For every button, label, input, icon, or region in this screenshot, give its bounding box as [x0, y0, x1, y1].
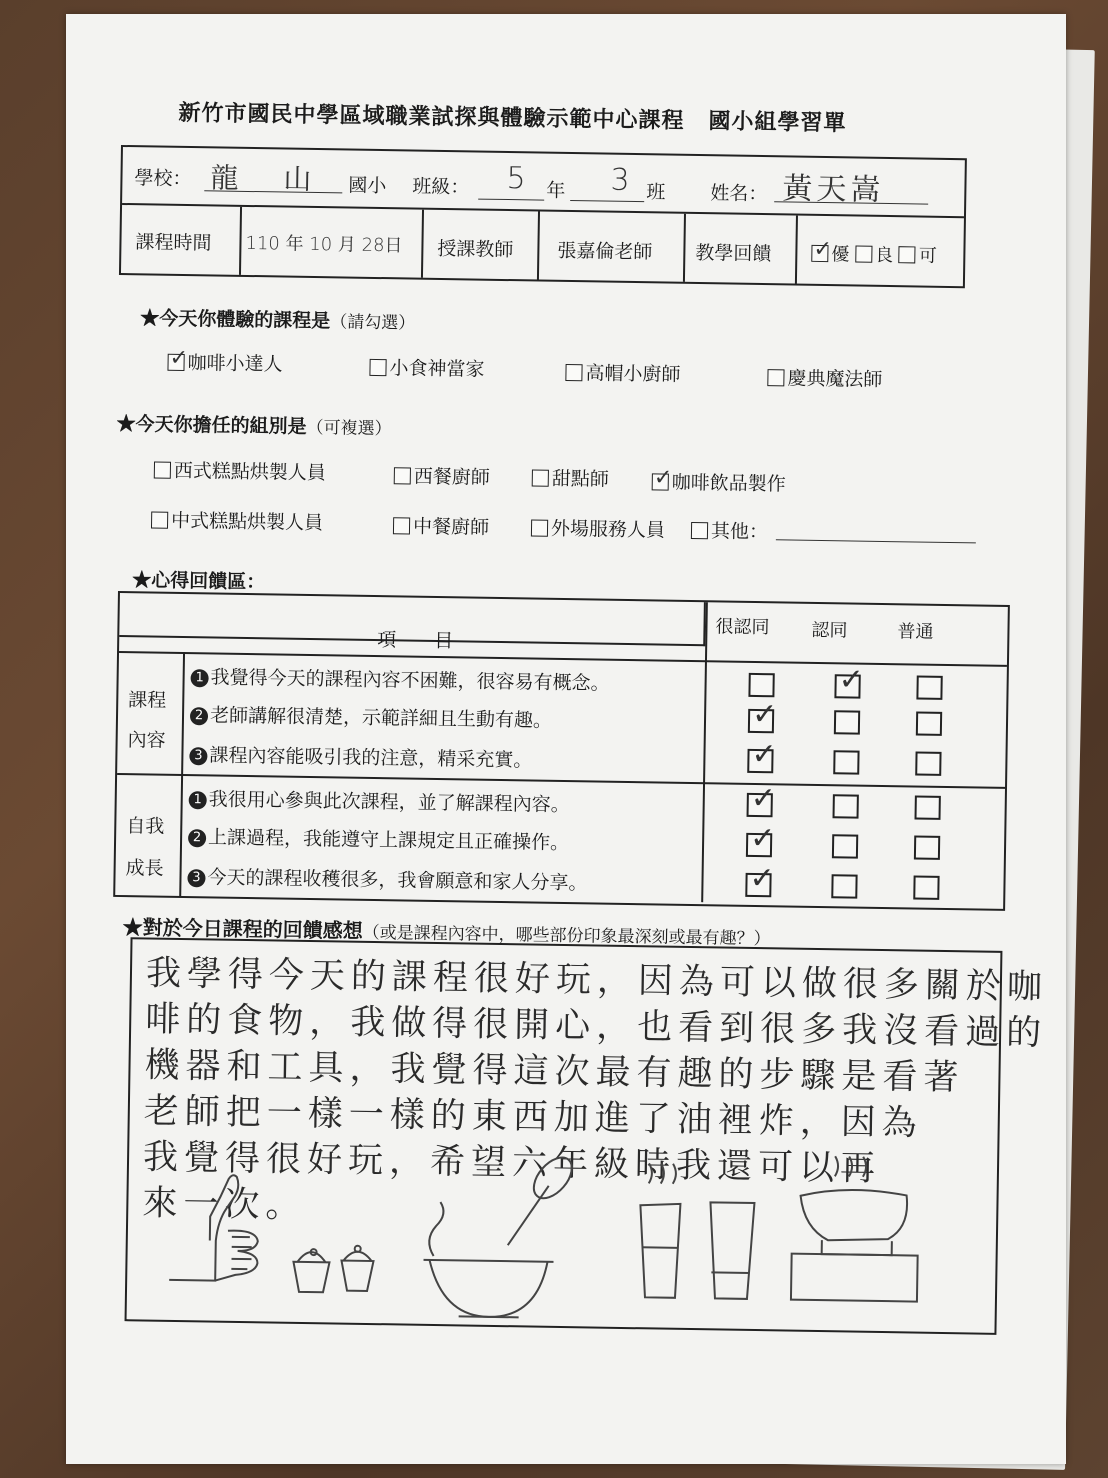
group-option-western-chef[interactable]: 西餐廚師 — [394, 461, 490, 490]
rating-checkbox[interactable] — [834, 674, 860, 698]
name-value[interactable]: 黃天嵩 — [782, 171, 885, 208]
rating-checkbox[interactable] — [747, 793, 773, 817]
checkbox[interactable] — [369, 359, 386, 376]
rating-checkbox[interactable] — [914, 835, 940, 859]
header-row-course — [121, 205, 964, 286]
rating-checkbox[interactable] — [748, 709, 774, 733]
checkbox[interactable] — [652, 473, 669, 490]
scale-neutral: 普通 — [897, 621, 934, 643]
school-value[interactable]: 龍 山 — [210, 161, 330, 197]
reflection-section-title: ★心得回饋區： — [131, 569, 266, 594]
feedback-fair-checkbox[interactable] — [899, 246, 916, 263]
rating-item: 2 上課過程，我能遵守上課規定且正確操作。 — [188, 822, 569, 855]
group-option-service[interactable]: 外場服務人員 — [531, 513, 665, 542]
teaching-feedback-options — [811, 240, 937, 268]
name-label: 姓名： — [710, 182, 768, 206]
checkbox[interactable] — [691, 522, 708, 539]
handwritten-line: 來一次。 — [142, 1183, 307, 1226]
group-option-coffee-drinks[interactable]: ✓ 咖啡飲品製作 — [652, 467, 786, 496]
title-main: 新竹市國民中學區域職業試探與體驗示範中心課程 — [178, 99, 685, 134]
group-self-growth-bottom: 成長 — [125, 857, 164, 880]
feedback-fair-label: 可 — [918, 245, 937, 267]
feedback-good-checkbox[interactable] — [855, 246, 872, 263]
course-option-magician[interactable]: 慶典魔法師 — [767, 363, 882, 392]
class-value[interactable]: 3 — [610, 162, 630, 198]
rating-item: 3 課程內容能吸引我的注意，精采充實。 — [189, 740, 532, 772]
feedback-section-title: ★對於今日課程的回饋感想（或是課程內容中，哪些部份印象最深刻或最有趣？） — [122, 915, 771, 950]
feedback-label: 教學回饋 — [695, 241, 772, 266]
course-option-chef[interactable]: 小食神當家 — [369, 353, 484, 382]
course-option-coffee[interactable]: ✓咖啡小達人 — [167, 348, 282, 377]
checkbox[interactable] — [531, 519, 548, 536]
school-label: 學校： — [134, 167, 192, 191]
star-icon: ★ — [116, 412, 136, 436]
teacher-label: 授課教師 — [437, 237, 514, 262]
rating-checkbox[interactable] — [832, 834, 858, 858]
checkbox[interactable] — [393, 517, 410, 534]
group-section-title: ★今天你擔任的組別是（可複選） — [116, 412, 392, 440]
header-table — [119, 145, 967, 288]
star-icon: ★ — [122, 915, 143, 940]
group-course-content-top: 課程 — [128, 689, 167, 712]
rating-table — [113, 591, 1010, 911]
item-header: 項 目 — [377, 629, 454, 653]
handwritten-line: 啡的食物，我做得很開心，也看到很多我沒看過的 — [144, 999, 1048, 1054]
school-suffix: 國小 — [348, 174, 387, 198]
group-course-content-bottom: 內容 — [127, 729, 166, 752]
rating-checkbox[interactable] — [831, 874, 857, 898]
rating-checkbox[interactable] — [913, 875, 939, 899]
course-section-title: ★今天你體驗的課程是（請勾選） — [140, 307, 416, 334]
scale-agree: 認同 — [811, 619, 848, 642]
feedback-excellent-checkbox[interactable] — [811, 245, 828, 262]
time-label: 課程時間 — [135, 231, 212, 255]
drink-cups-icon — [639, 1163, 755, 1299]
teacher-value: 張嘉倫老師 — [557, 239, 653, 264]
scale-strongly-agree: 很認同 — [715, 616, 770, 639]
handwritten-line: 我學得今天的課程很好玩，因為可以做很多關於咖 — [145, 953, 1049, 1008]
other-input[interactable] — [776, 539, 976, 543]
group-self-growth-top: 自我 — [126, 815, 165, 838]
class-suffix: 班 — [646, 181, 666, 204]
checkbox[interactable] — [167, 354, 184, 371]
rating-item: 2 老師講解很清楚，示範詳細且生動有趣。 — [190, 700, 552, 733]
rating-checkbox[interactable] — [916, 676, 942, 700]
rating-item: 3 今天的課程收穫很多，我會願意和家人分享。 — [187, 862, 587, 895]
group-option-other[interactable]: 其他： — [691, 516, 976, 547]
checkbox[interactable] — [151, 511, 168, 528]
time-value[interactable]: 110 年 10 月 28日 — [245, 232, 403, 257]
rating-checkbox[interactable] — [833, 750, 859, 774]
star-icon: ★ — [140, 307, 160, 330]
rating-checkbox[interactable] — [915, 752, 941, 776]
rating-checkbox[interactable] — [916, 712, 942, 736]
doodles — [127, 939, 1001, 1333]
star-icon: ★ — [131, 569, 152, 592]
worksheet-paper — [66, 14, 1066, 1464]
handwritten-line: 我覺得很好玩，希望六年級時我還可以再 — [142, 1137, 882, 1190]
thumbs-up-icon — [169, 1174, 259, 1281]
checkbox[interactable] — [767, 369, 784, 386]
rating-checkbox[interactable] — [748, 673, 774, 697]
class-label: 班級： — [412, 175, 470, 199]
grade-suffix: 年 — [546, 179, 566, 202]
rating-checkbox[interactable] — [834, 710, 860, 734]
rating-checkbox[interactable] — [745, 873, 771, 897]
fryer-pot-icon — [791, 1156, 919, 1302]
checkbox[interactable] — [154, 462, 171, 479]
group-option-dessert[interactable]: 甜點師 — [532, 463, 609, 491]
rating-checkbox[interactable] — [915, 796, 941, 820]
rating-item: 1 我覺得今天的課程內容不困難，很容易有概念。 — [190, 662, 609, 696]
rating-checkbox[interactable] — [747, 749, 773, 773]
title-sub: 國小組學習單 — [708, 108, 847, 137]
checkbox[interactable] — [394, 467, 411, 484]
feedback-good-label: 良 — [874, 244, 894, 267]
grade-value[interactable]: 5 — [506, 161, 526, 197]
rating-checkbox[interactable] — [833, 794, 859, 818]
mixing-bowl-icon — [423, 1148, 580, 1318]
feedback-answer-box[interactable] — [125, 937, 1049, 1335]
course-option-hat-chef[interactable]: 高帽小廚師 — [565, 358, 680, 387]
cupcake-icon — [293, 1245, 374, 1293]
group-option-chinese-pastry[interactable]: 中式糕點烘製人員 — [151, 505, 323, 535]
checkbox[interactable] — [532, 469, 549, 486]
worksheet-title — [178, 96, 846, 137]
checkbox[interactable] — [565, 364, 582, 381]
rating-item: 1 我很用心參與此次課程，並了解課程內容。 — [189, 784, 570, 817]
group-option-chinese-chef[interactable]: 中餐廚師 — [393, 511, 489, 540]
feedback-excellent-label: 優 — [831, 244, 850, 266]
handwritten-line: 老師把一樣一樣的東西加進了油裡炸，因為 — [143, 1091, 924, 1144]
rating-checkbox[interactable] — [746, 833, 772, 857]
group-option-western-pastry[interactable]: 西式糕點烘製人員 — [154, 456, 326, 486]
handwritten-line: 機器和工具，我覺得這次最有趣的步驟是看著 — [144, 1045, 965, 1099]
